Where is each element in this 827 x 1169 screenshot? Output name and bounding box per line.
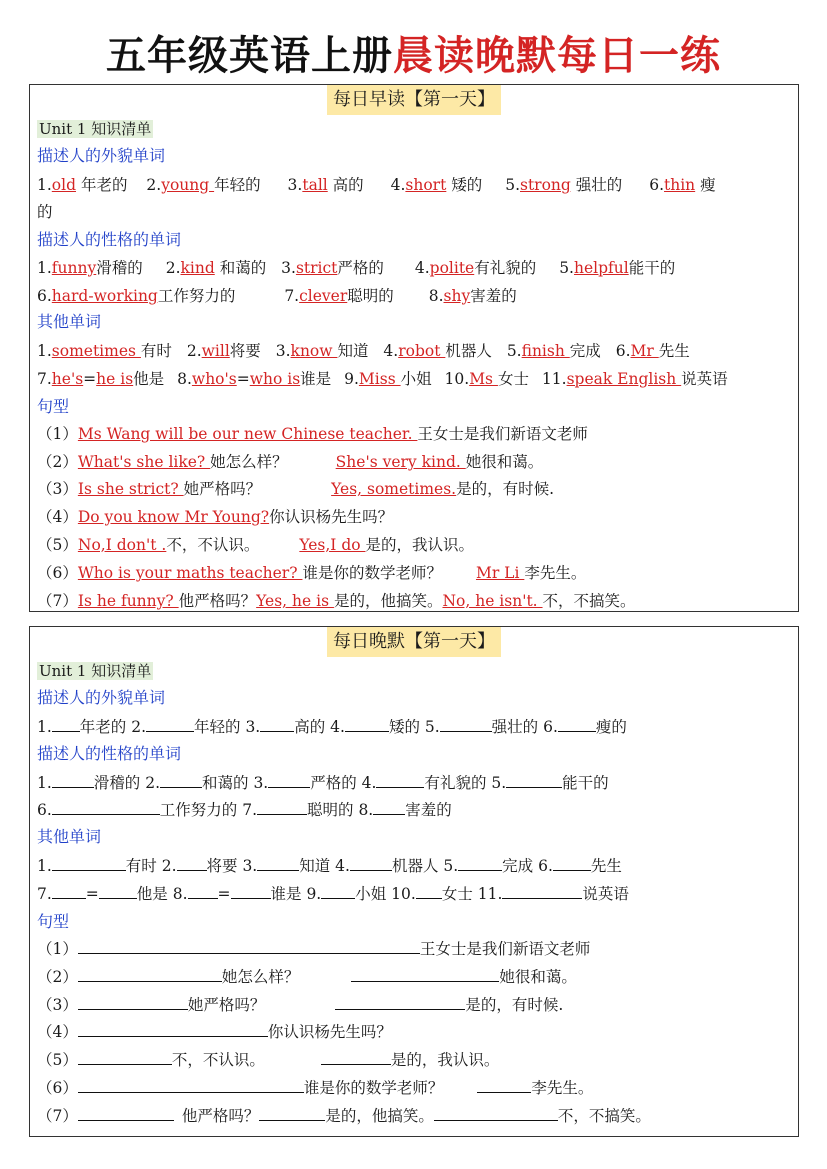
blank[interactable] (146, 717, 194, 732)
section-appearance: 描述人的外貌单词 (37, 146, 166, 165)
character-words-line-1: 1.funny滑稽的 2.kind 和蔼的 3.strict严格的 4.polite有礼貌的 5.helpful能干的 (37, 259, 676, 277)
morning-header: 每日早读【第一天】 (327, 85, 501, 115)
blank[interactable] (458, 856, 502, 871)
blank[interactable] (416, 884, 442, 899)
blank[interactable] (78, 967, 222, 982)
blank[interactable] (160, 773, 202, 788)
blank[interactable] (52, 717, 80, 732)
section-sentences: 句型 (37, 397, 70, 416)
blank[interactable] (321, 884, 355, 899)
character-blanks-line-2: 6. 工作努力的 7. 聪明的 8. 害羞的 (37, 801, 452, 819)
blank[interactable] (321, 1050, 391, 1065)
sentence-4: （4）Do you know Mr Young?你认识杨先生吗？ (37, 508, 394, 526)
blank[interactable] (231, 884, 271, 899)
sentence-3: （3）Is she strict? 她严格吗？ Yes, sometimes.是的，有时候. (37, 480, 555, 498)
blank[interactable] (373, 800, 405, 815)
blank[interactable] (376, 773, 424, 788)
section-character-evening: 描述人的性格的单词 (37, 744, 182, 763)
sentence-1: （1）Ms Wang will be our new Chinese teacher. 王女士是我们新语文老师 (37, 425, 588, 443)
blank[interactable] (350, 856, 392, 871)
sentence-blank-7: （7） 他严格吗？ 是的，他搞笑。 不，不搞笑。 (37, 1107, 651, 1125)
blank[interactable] (553, 856, 591, 871)
blank[interactable] (259, 1106, 325, 1121)
sentence-blank-3: （3） 她严格吗？ 是的，有时候. (37, 996, 564, 1014)
sentence-blank-4: （4） 你认识杨先生吗？ (37, 1023, 392, 1041)
section-other: 其他单词 (37, 312, 102, 331)
blank[interactable] (345, 717, 389, 732)
sentence-blank-5: （5） 不，不认识。 是的，我认识。 (37, 1051, 500, 1069)
other-blanks-line-1: 1. 有时 2. 将要 3. 知道 4. 机器人 5. 完成 6. 先生 (37, 857, 622, 875)
character-words-line-2: 6.hard-working工作努力的 7.clever聪明的 8.shy害羞的 (37, 287, 517, 305)
title-practice: 晨读晚默每日一练 (393, 33, 721, 79)
blank[interactable] (335, 995, 465, 1010)
appearance-wrap: 的 (37, 203, 53, 221)
blank[interactable] (52, 800, 160, 815)
blank[interactable] (440, 717, 492, 732)
section-other-evening: 其他单词 (37, 827, 102, 846)
section-character: 描述人的性格的单词 (37, 230, 182, 249)
blank[interactable] (558, 717, 596, 732)
blank[interactable] (52, 856, 126, 871)
other-blanks-line-2: 7. = 他是 8. = 谁是 9. 小姐 10. 女士 11. 说英语 (37, 885, 629, 903)
blank[interactable] (78, 939, 420, 954)
unit-label: Unit 1 知识清单 (39, 120, 152, 138)
evening-dictation-box (29, 626, 799, 1137)
sentence-blank-6: （6） 谁是你的数学老师？ 李先生。 (37, 1079, 594, 1097)
unit-label-evening: Unit 1 知识清单 (39, 662, 152, 680)
character-blanks-line-1: 1. 滑稽的 2. 和蔼的 3. 严格的 4. 有礼貌的 5. 能干的 (37, 774, 609, 792)
sentence-6: （6）Who is your maths teacher? 谁是你的数学老师？ Mr Li 李先生。 (37, 564, 587, 582)
sentence-7: （7）Is he funny? 他严格吗？Yes, he is 是的，他搞笑。No, he isn't. 不，不搞笑。 (37, 592, 636, 610)
evening-header: 每日晚默【第一天】 (327, 627, 501, 657)
blank[interactable] (260, 717, 294, 732)
sentence-blank-1: （1） 王女士是我们新语文老师 (37, 940, 591, 958)
blank[interactable] (257, 856, 299, 871)
blank[interactable] (477, 1078, 531, 1093)
other-words-line-1: 1.sometimes 有时 2.will将要 3.know 知道 4.robot 机器人 5.finish 完成 6.Mr 先生 (37, 342, 690, 360)
blank[interactable] (78, 1022, 268, 1037)
section-appearance-evening: 描述人的外貌单词 (37, 688, 166, 707)
sentence-2: （2）What's she like? 她怎么样？ She's very kind. 她很和蔼。 (37, 453, 544, 471)
blank[interactable] (506, 773, 562, 788)
blank[interactable] (78, 995, 188, 1010)
blank[interactable] (351, 967, 499, 982)
blank[interactable] (52, 884, 86, 899)
appearance-words-line: 1.old 年老的 2.young 年轻的 3.tall 高的 4.short 矮的 5.strong 强壮的 6.thin 瘦 (37, 176, 716, 194)
appearance-blanks-line: 1. 年老的 2. 年轻的 3. 高的 4. 矮的 5. 强壮的 6. 瘦的 (37, 718, 627, 736)
blank[interactable] (434, 1106, 558, 1121)
section-sentences-evening: 句型 (37, 912, 70, 931)
other-words-line-2: 7.he's=he is他是 8.who's=who is谁是 9.Miss 小姐 10.Ms 女士 11.speak English 说英语 (37, 370, 728, 388)
blank[interactable] (52, 773, 94, 788)
blank[interactable] (78, 1050, 172, 1065)
morning-reading-box (29, 84, 799, 612)
page-title (0, 30, 827, 82)
blank[interactable] (78, 1106, 174, 1121)
blank[interactable] (78, 1078, 304, 1093)
title-grade: 五年级英语上册 (106, 33, 393, 79)
blank[interactable] (257, 800, 307, 815)
blank[interactable] (177, 856, 207, 871)
blank[interactable] (188, 884, 218, 899)
sentence-blank-2: （2） 她怎么样？ 她很和蔼。 (37, 968, 577, 986)
blank[interactable] (268, 773, 310, 788)
blank[interactable] (99, 884, 137, 899)
sentence-5: （5）No,I don't .不，不认识。 Yes,I do 是的，我认识。 (37, 536, 475, 554)
blank[interactable] (502, 884, 582, 899)
